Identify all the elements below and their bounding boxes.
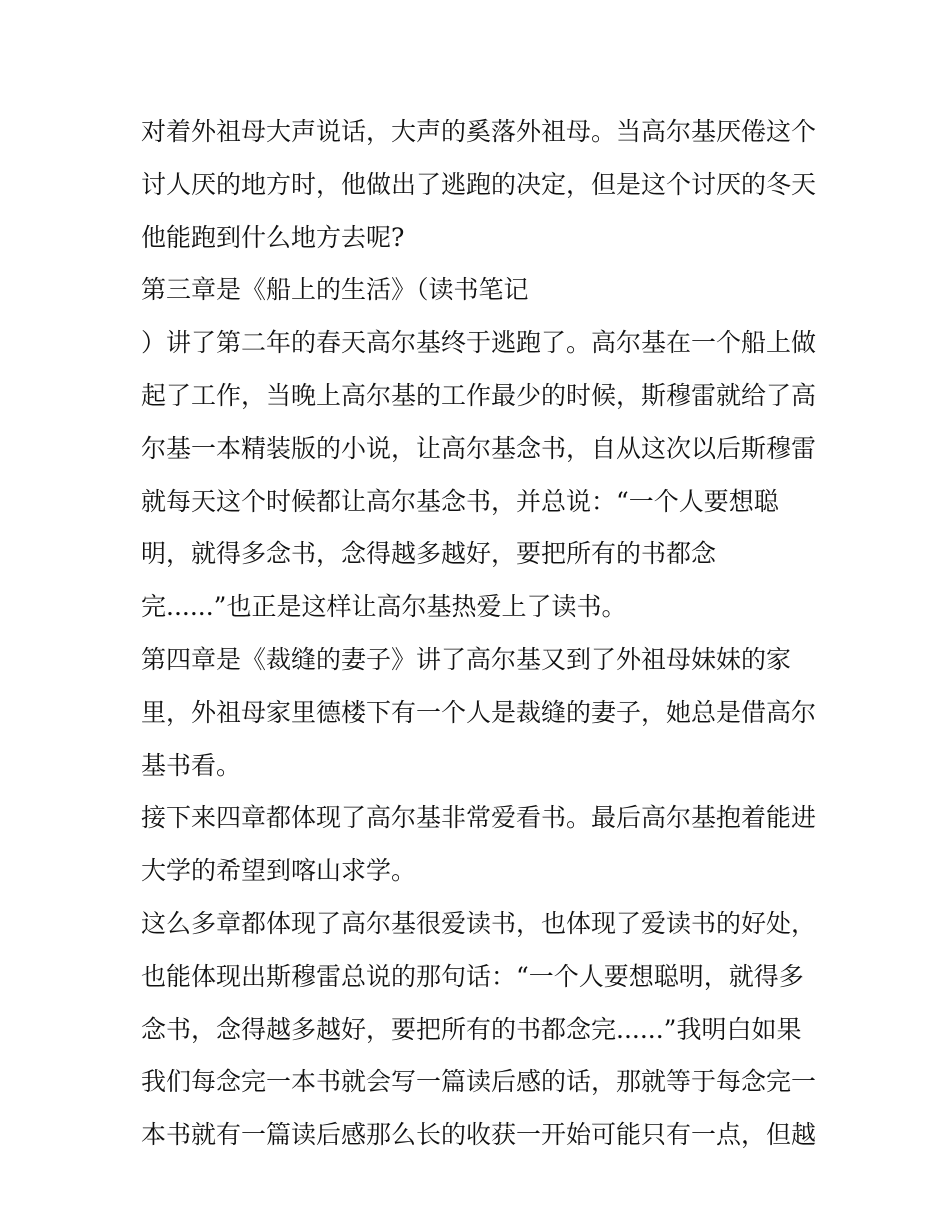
text-line: 完......”也正是这样让高尔基热爱上了读书。 — [141, 592, 627, 622]
text-line: 对着外祖母大声说话，大声的奚落外祖母。当高尔基厌倦这个 — [141, 117, 817, 146]
text-line: 起了工作，当晚上高尔基的工作最少的时候，斯穆雷就给了高 — [141, 380, 817, 410]
text-line: 我们每念完一本书就会写一篇读后感的话，那就等于每念完一 — [141, 1067, 817, 1097]
text-line: 第三章是《船上的生活》（读书笔记 — [141, 275, 529, 305]
text-line: 也能体现出斯穆雷总说的那句话：“一个人要想聪明，就得多 — [141, 961, 804, 991]
text-line: 接下来四章都体现了高尔基非常爱看书。最后高尔基抱着能进 — [141, 803, 817, 833]
text-line: 明，就得多念书，念得越多越好，要把所有的书都念 — [141, 539, 717, 569]
text-line: 第四章是《裁缝的妻子》讲了高尔基又到了外祖母妹妹的家 — [141, 644, 792, 674]
text-line: 就每天这个时候都让高尔基念书，并总说：“一个人要想聪 — [141, 486, 779, 516]
document-body — [141, 106, 821, 1162]
text-line: 这么多章都体现了高尔基很爱读书，也体现了爱读书的好处， — [141, 908, 817, 938]
text-line: 他能跑到什么地方去呢? — [141, 222, 405, 252]
text-line: 尔基一本精装版的小说，让高尔基念书，自从这次以后斯穆雷 — [141, 433, 817, 463]
text-line: 基书看。 — [141, 750, 242, 780]
text-line: 念书，念得越多越好，要把所有的书都念完......”我明白如果 — [141, 1014, 802, 1044]
text-line: 里，外祖母家里德楼下有一个人是裁缝的妻子，她总是借高尔 — [141, 697, 817, 727]
text-line: 大学的希望到喀山求学。 — [141, 856, 417, 886]
text-line: 讨人厌的地方时，他做出了逃跑的决定，但是这个讨厌的冬天 — [141, 169, 817, 199]
text-line: ）讲了第二年的春天高尔基终于逃跑了。高尔基在一个船上做 — [141, 328, 817, 358]
text-line: 本书就有一篇读后感那么长的收获一开始可能只有一点，但越 — [141, 1120, 817, 1150]
